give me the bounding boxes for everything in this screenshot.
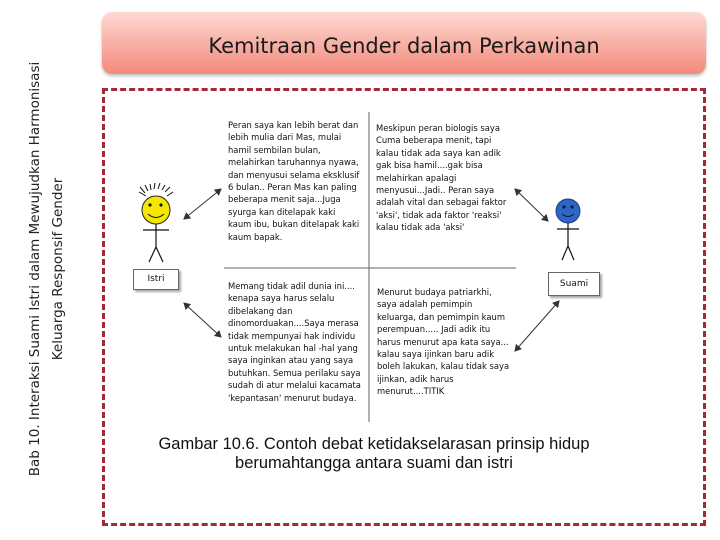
side-title-line-2: Keluarga Responsif Gender <box>50 177 66 361</box>
arrow-wife-bottom <box>184 303 221 337</box>
figure-caption <box>108 435 640 473</box>
wife-statement-bottom: Memang tidak adil dunia ini.... kenapa saya harus selalu dibelakang dan dinomorduakan....Saya merasa tidak mempunyai hak individu untuk melakukan hal -hal yang saya inginkan atau yang saya butuhkan. Semua perilaku saya sudah di atur melalui kacamata 'kepantasan' menurut budaya. <box>228 281 361 403</box>
arrow-husband-top <box>515 189 548 221</box>
husband-statement-bottom: Menurut budaya patriarkhi, saya adalah pemimpin keluarga, dan pemimpin kaum perempuan..... Jadi adik itu harus menurut apa kata saya... kalau saya ijinkan baru adik boleh lakukan, kalau tidak saya ijinkan, adik harus menurut....TITIK <box>377 287 510 397</box>
husband-statement-top: Meskipun peran biologis saya Cuma beberapa menit, tapi kalau tidak ada saya kan adik gak bisa hamil....gak bisa melahirkan apalagi menyusui...Jadi.. Peran saya adalah vital dan sebagai faktor 'aksi', tidak ada faktor 'reaksi' kalau tidak ada 'aksi' <box>376 123 507 233</box>
side-title-line-1: Bab 10. Interaksi Suami Istri dalam Mewujudkan Harmonisasi <box>27 61 43 477</box>
arrow-husband-bottom <box>515 301 559 351</box>
man-smiley-figure <box>556 199 580 260</box>
woman-smiley-figure <box>139 183 173 262</box>
caption-line-2: berumahtangga antara suami dan istri <box>235 454 513 472</box>
arrow-wife-top <box>184 189 221 219</box>
caption-line-1: Gambar 10.6. Contoh debat ketidakselarasan prinsip hidup <box>158 435 590 453</box>
wife-statement-top: Peran saya kan lebih berat dan lebih mulia dari Mas, mulai hamil sembilan bulan, melahirkan taruhannya nyawa, dan menyusui selama eksklusif 6 bulan.. Peran Mas kan paling beberapa menit saja...Juga syurga kan ditelapak kaki kaum ibu, bukan ditelapak kaki kaum bapak. <box>228 120 360 242</box>
wife-label: Istri <box>133 269 179 290</box>
husband-label: Suami <box>548 272 600 296</box>
slide-title: Kemitraan Gender dalam Perkawinan <box>208 34 600 58</box>
